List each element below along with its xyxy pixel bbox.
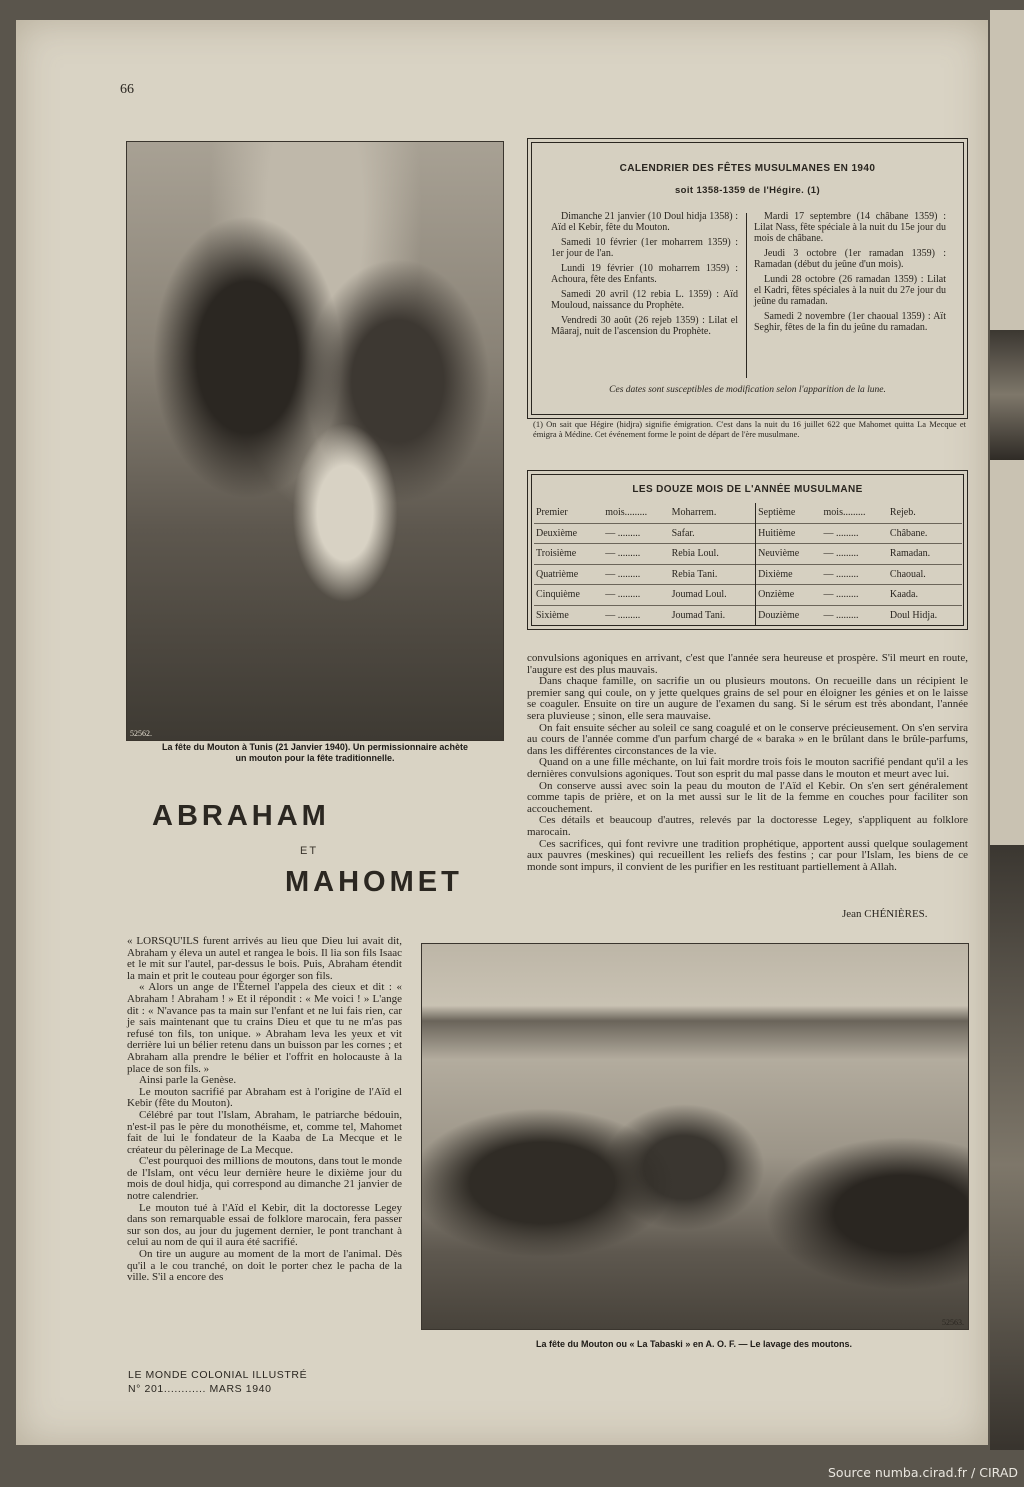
article-paragraph: Dans chaque famille, on sacrifie un ou plusieurs moutons. On recueille dans un récipient le premier sang qui coule, on y jette quelques grains de sel pour en éloigner les génies et on le laisse se coaguler. Ensuite on tire un augure de l'examen du sang. Si le sérum est très abondant, l'année sera pluvieuse ; sinon, elle sera mauvaise. — [527, 675, 968, 722]
month-cell: Quatrième — [534, 564, 603, 585]
month-cell: Safar. — [670, 523, 756, 544]
article-paragraph: Ces sacrifices, qui font revivre une tradition prophétique, apportent aussi quelque soulagement aux pauvres (meskines) qui recueillent les reliefs des festins ; car pour l'Islam, les biens de ce monde sont impurs, il convient de les purifier en les restituant partiellement à Allah. — [527, 837, 968, 873]
photo-caption: La fête du Mouton à Tunis (21 Janvier 1940). Un permissionnaire achète un mouton pour la fête traditionnelle. — [162, 742, 468, 763]
month-cell: — ......... — [603, 605, 669, 625]
calendar-entry: Samedi 2 novembre (1er chaoual 1359) : Aït Seghir, fêtes de la fin du jeûne du ramadan. — [754, 311, 946, 333]
month-row — [534, 523, 962, 544]
article-title-line1: ABRAHAM — [152, 800, 330, 832]
month-cell: Huitième — [756, 523, 822, 544]
calendar-entry: Vendredi 30 août (26 rejeb 1359) : Lilat el Mâaraj, nuit de l'ascension du Prophète. — [551, 315, 738, 337]
page-number: 66 — [120, 82, 134, 97]
month-cell: Joumad Tani. — [670, 605, 756, 625]
adjacent-photo-top — [990, 330, 1024, 460]
photo-number: 52563. — [942, 1318, 964, 1327]
month-cell: mois......... — [605, 507, 648, 519]
article-right-column — [527, 653, 968, 873]
month-cell: Neuvième — [756, 544, 822, 565]
photo-tunis-sheep-festival — [126, 141, 504, 741]
month-cell: Septième — [756, 503, 822, 523]
month-cell: mois......... — [823, 507, 866, 519]
magazine-masthead: LE MONDE COLONIAL ILLUSTRÉ N° 201............ MARS 1940 — [128, 1369, 308, 1395]
month-row — [534, 605, 962, 625]
article-paragraph: On conserve aussi avec soin la peau du mouton de l'Aïd el Kebir. On s'en sert généralement comme tapis de prière, et on la met aussi sur le lit de la femme en couches pour faciliter son accouchement. — [527, 779, 968, 815]
calendar-column-divider — [746, 213, 747, 378]
calendar-entry: Lundi 28 octobre (26 ramadan 1359) : Lilat el Kadri, fêtes spéciales à la nuit du 27e jour du jeûne du ramadan. — [754, 274, 946, 307]
month-cell: — ......... — [603, 523, 669, 544]
calendar-left-column — [551, 211, 738, 341]
month-cell: — ......... — [603, 544, 669, 565]
months-box — [527, 470, 968, 630]
calendar-right-column — [754, 211, 946, 337]
month-cell: Sixième — [534, 605, 603, 625]
article-paragraph: C'est pourquoi des millions de moutons, dans tout le monde de l'Islam, ont vécu leur dernière heure le dixième jour du mois de doul hidja, qui correspond au dimanche 21 janvier de notre calendrier. — [127, 1155, 402, 1203]
article-paragraph: Quand on a une fille méchante, on lui fait mordre trois fois le mouton sacrifié pendant qu'il a les dernières convulsions agoniques. Tout son esprit du mal passe dans le mouton et meurt avec lui. — [527, 756, 968, 780]
photo-washing-sheep — [421, 943, 969, 1330]
month-cell: Kaada. — [888, 585, 962, 606]
article-paragraph: On tire un augure au moment de la mort de l'animal. Dès qu'il a le cou tranché, on doit le porter chez le pacha de la ville. S'il a encore des — [127, 1248, 402, 1284]
calendar-entry: Mardi 17 septembre (14 châbane 1359) : Lilat Nass, fête spéciale à la nuit du 15e jour du mois de châbane. — [754, 211, 946, 244]
author-signature: Jean CHÉNIÈRES. — [842, 908, 928, 920]
adjacent-page-edge — [990, 10, 1024, 1450]
month-cell: — ......... — [822, 585, 888, 606]
month-cell: Deuxième — [534, 523, 603, 544]
month-row — [534, 564, 962, 585]
calendar-subtitle: soit 1358-1359 de l'Hégire. (1) — [674, 185, 821, 196]
month-cell: Cinquième — [534, 585, 603, 606]
source-credit: Source numba.cirad.fr / CIRAD — [827, 1465, 1018, 1480]
article-paragraph: « LORSQU'ILS furent arrivés au lieu que Dieu lui avait dit, Abraham y éleva un autel et rangea le bois. Il lia son fils Isaac et le mit sur l'autel, par-dessus le bois. Puis, Abraham étendit la main et prit le couteau pour égorger son fils. — [127, 935, 402, 982]
photo-caption: La fête du Mouton ou « La Tabaski » en A. O. F. — Le lavage des moutons. — [535, 1339, 853, 1349]
month-cell: — ......... — [603, 564, 669, 585]
calendar-entry: Samedi 10 février (1er moharrem 1359) : 1er jour de l'an. — [551, 237, 738, 259]
article-paragraph: Le mouton sacrifié par Abraham est à l'origine de l'Aïd el Kebir (fête du Mouton). — [127, 1085, 402, 1110]
month-cell: Ramadan. — [888, 544, 962, 565]
article-paragraph: Le mouton tué à l'Aïd el Kebir, dit la doctoresse Legey dans son remarquable essai de folklore marocain, fera passer sur son dos, au jour du jugement dernier, le pont tranchant à celui au nom de qui il aura été sacrifié. — [127, 1201, 402, 1249]
month-cell: Moharrem. — [671, 507, 717, 519]
month-cell: Chaoual. — [888, 564, 962, 585]
month-cell: Premier — [536, 507, 568, 519]
article-title-line2: MAHOMET — [285, 866, 463, 898]
calendar-box — [527, 138, 968, 419]
article-paragraph: Ces détails et beaucoup d'autres, relevés par la doctoresse Legey, s'appliquent au folklore marocain. — [527, 814, 968, 838]
calendar-entry: Jeudi 3 octobre (1er ramadan 1359) : Ramadan (début du jeûne d'un mois). — [754, 248, 946, 270]
article-left-column — [127, 936, 402, 1284]
month-cell: Rebia Tani. — [670, 564, 756, 585]
article-title-connector: ET — [300, 845, 319, 857]
article-paragraph: convulsions agoniques en arrivant, c'est que l'année sera heureuse et prospère. S'il meurt en route, l'augure est des plus mauvais. — [527, 652, 968, 676]
article-paragraph: Célébré par tout l'Islam, Abraham, le patriarche bédouin, n'est-il pas le père du monothéisme, et, comme tel, Mahomet fait de lui le fondateur de la Kaaba de La Mecque et le créateur du pèlerinage de La Mecque. — [127, 1108, 402, 1156]
month-row — [534, 544, 962, 565]
calendar-title: CALENDRIER DES FÊTES MUSULMANES EN 1940 — [619, 163, 876, 174]
month-cell: Douzième — [756, 605, 822, 625]
month-cell: Rejeb. — [889, 507, 916, 519]
calendar-note: Ces dates sont susceptibles de modification selon l'apparition de la lune. — [609, 385, 886, 395]
month-cell: — ......... — [822, 523, 888, 544]
calendar-entry: Dimanche 21 janvier (10 Doul hidja 1358) : Aïd el Kebir, fête du Mouton. — [551, 211, 738, 233]
month-cell: Dixième — [756, 564, 822, 585]
photo-number: 52562. — [130, 729, 152, 738]
article-paragraph: « Alors un ange de l'Éternel l'appela des cieux et dit : « Abraham ! Abraham ! » Et il répondit : « Me voici ! » L'ange dit : « N'avance pas ta main sur l'enfant et ne lui fais rien, car je sais maintenant que tu crains Dieu et que tu ne m'as pas refusé ton fils, ton unique. » Abraham leva les yeux et vit derrière lui un bélier retenu dans un buisson par les cornes ; et Abraham alla prendre le bélier et l'offrit en holocauste à la place de son fils. » — [127, 981, 402, 1075]
month-cell: — ......... — [822, 544, 888, 565]
adjacent-photo-bottom — [990, 845, 1024, 1450]
calendar-entry: Lundi 19 février (10 moharrem 1359) : Achoura, fête des Enfants. — [551, 263, 738, 285]
month-cell: Troisième — [534, 544, 603, 565]
month-cell: Joumad Loul. — [670, 585, 756, 606]
month-cell: — ......... — [822, 564, 888, 585]
months-title: LES DOUZE MOIS DE L'ANNÉE MUSULMANE — [632, 484, 863, 495]
article-paragraph: On fait ensuite sécher au soleil ce sang coagulé et on le conserve précieusement. On s'en servira au cours de l'année comme d'un parfum chargé de « baraka » en le brûlant dans le brûle-parfums, dans les différentes circonstances de la vie. — [527, 721, 968, 757]
month-cell: Onzième — [756, 585, 822, 606]
month-cell: Doul Hidja. — [888, 605, 962, 625]
article-paragraph: Ainsi parle la Genèse. — [139, 1074, 237, 1087]
month-cell: Châbane. — [888, 523, 962, 544]
month-row — [534, 585, 962, 606]
month-cell: — ......... — [822, 605, 888, 625]
calendar-entry: Samedi 20 avril (12 rebia L. 1359) : Aïd Mouloud, naissance du Prophète. — [551, 289, 738, 311]
hegira-footnote: (1) On sait que Hégire (hidjra) signifie émigration. C'est dans la nuit du 16 juillet 622 que Mahomet quitta La Mecque et émigra à Médine. Cet événement forme le point de départ de l'ère musulmane. — [533, 419, 966, 439]
month-row — [534, 503, 962, 523]
month-cell: Rebia Loul. — [670, 544, 756, 565]
months-table — [534, 503, 962, 625]
month-cell: — ......... — [603, 585, 669, 606]
